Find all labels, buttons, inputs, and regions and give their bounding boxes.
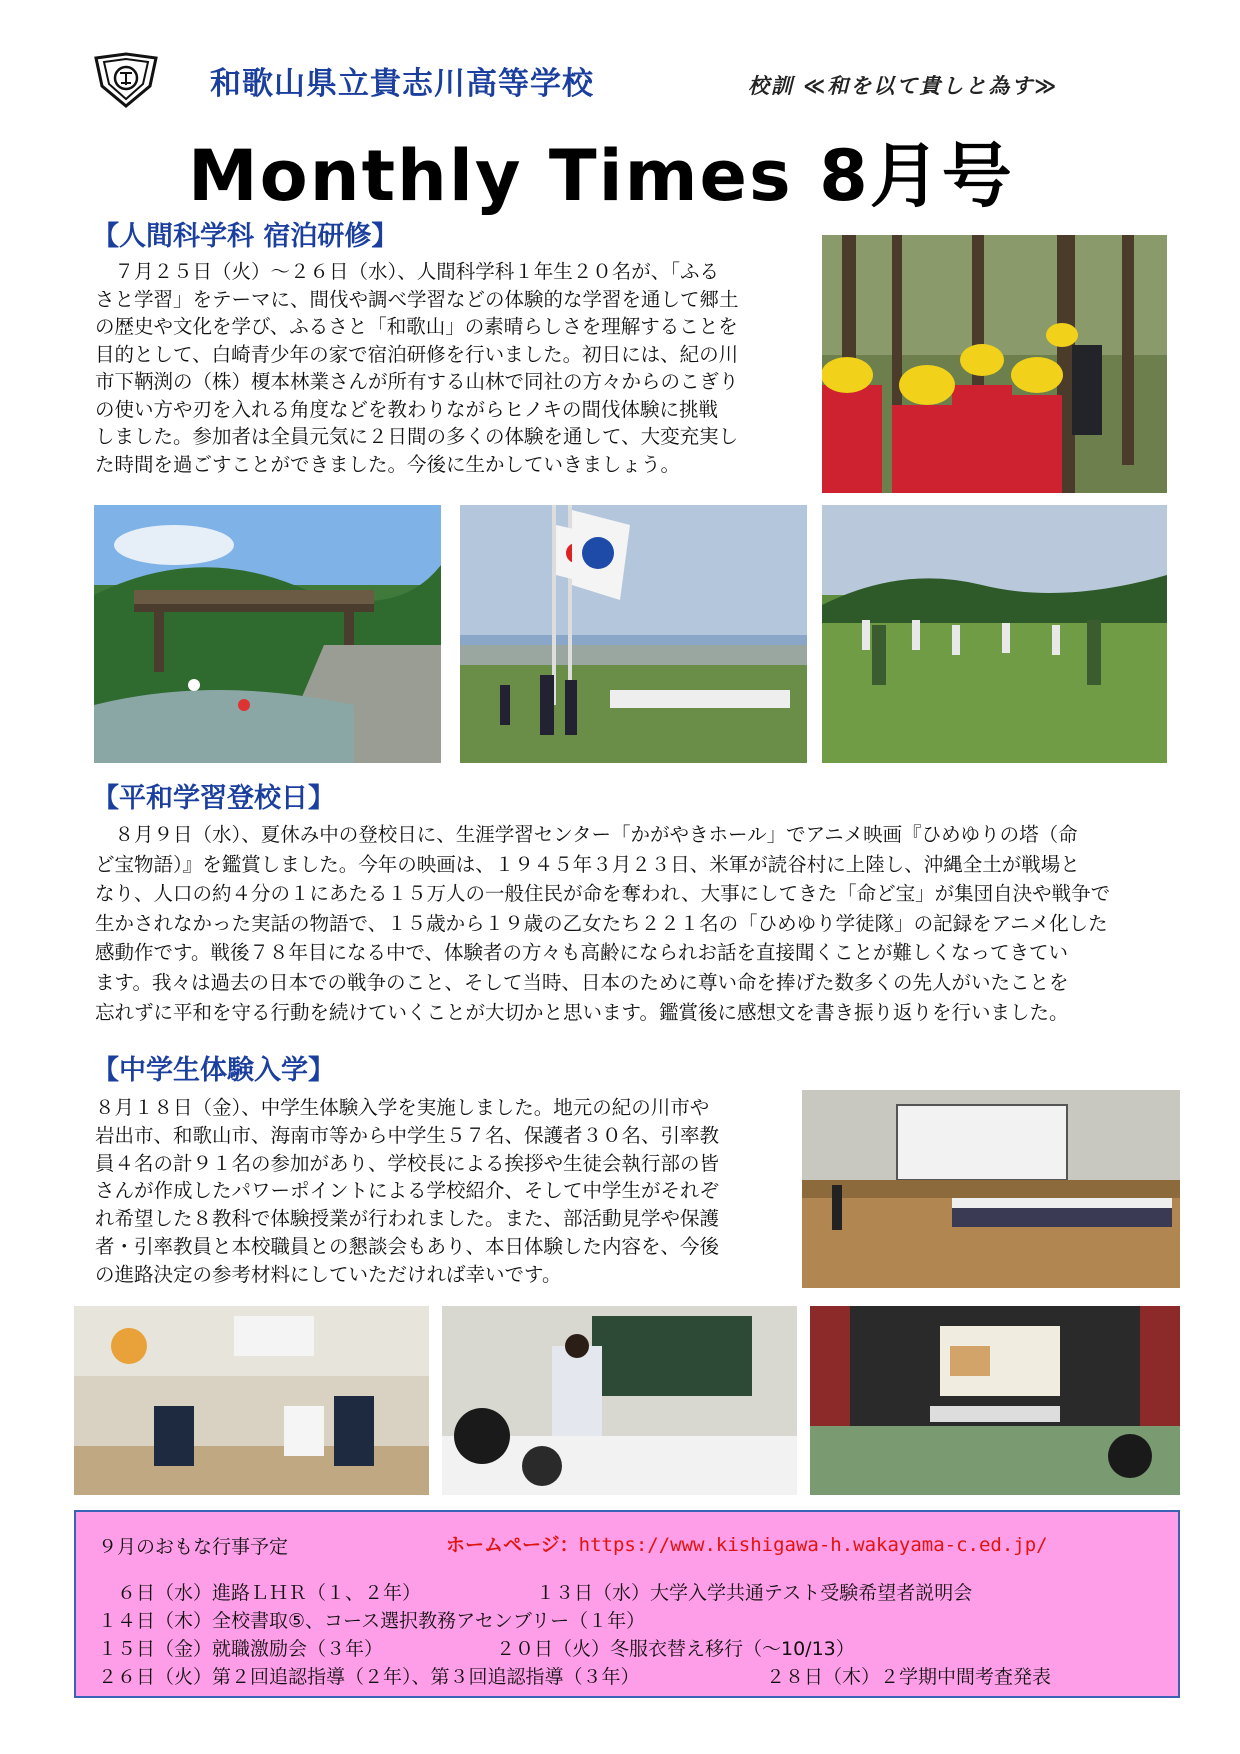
schedule-item: ６日（水）進路ＬＨＲ（１、２年）: [98, 1582, 422, 1604]
schedule-item: １５日（金）就職激励会（３年）: [98, 1638, 384, 1660]
homepage-line: [446, 1530, 1048, 1557]
photo-morning-exercise: [822, 505, 1167, 763]
schedule-item: １４日（木）全校書取⑤、コース選択教務アセンブリー（１年）: [98, 1610, 646, 1632]
schedule-heading: ９月のおもな行事予定: [98, 1536, 289, 1558]
schedule-box: [74, 1510, 1180, 1698]
section-text-peace: [95, 820, 1175, 1027]
photo-river-bridge: [94, 505, 441, 763]
school-emblem-icon: [92, 52, 160, 108]
homepage-link[interactable]: https://www.kishigawa-h.wakayama-c.ed.jp/: [578, 1534, 1048, 1556]
text-line: ます。我々は過去の日本での戦争のこと、そして当時、日本のために尊い命を捧げた数多くの先人がいたことを: [95, 970, 1069, 994]
section-heading-peace: 【平和学習登校日】: [92, 783, 335, 814]
section-heading-training: 【人間科学科 宿泊研修】: [92, 221, 399, 252]
section-heading-open-school: 【中学生体験入学】: [92, 1055, 335, 1086]
text-line: なり、人口の約４分の１にあたる１５万人の一般住民が命を奪われ、大事にしてきた「命ど宝」が集団自決や戦争で: [95, 882, 1111, 906]
text-line: の使い方や刃を入れる角度などを教わりながらヒノキの間伐体験に挑戦: [95, 397, 719, 421]
photo-classroom-art: [74, 1306, 429, 1495]
photo-stage-presentation: [810, 1306, 1180, 1495]
school-name: 和歌山県立貴志川高等学校: [210, 66, 594, 102]
photo-flag-ceremony: [460, 505, 807, 763]
text-line: た時間を過ごすことができました。今後に生かしていきましょう。: [95, 452, 681, 476]
text-line: 者・引率教員と本校職員との懇談会もあり、本日体験した内容を、今後: [95, 1234, 720, 1258]
text-line: 忘れずに平和を守る行動を続けていくことが大切かと思います。鑑賞後に感想文を書き振り返りを行いました。: [95, 1000, 1069, 1024]
text-line: しました。参加者は全員元気に２日間の多くの体験を通して、大変充実し: [95, 425, 739, 448]
schedule-item: ２０日（火）冬服衣替え移行（～10/13）: [496, 1638, 855, 1660]
text-line: 市下鞆渕の（株）榎本林業さんが所有する山林で同社の方々からのこぎり: [95, 370, 739, 393]
text-line: 目的として、白崎青少年の家で宿泊研修を行いました。初日には、紀の川: [95, 342, 739, 366]
schedule-item: ２６日（火）第２回追認指導（２年）、第３回追認指導（３年）: [98, 1666, 640, 1688]
photo-gym-assembly: [802, 1090, 1180, 1288]
page-title: Monthly Times 8月号: [188, 135, 1014, 217]
text-line: ８月１８日（金）、中学生体験入学を実施しました。地元の紀の川市や: [95, 1096, 710, 1119]
text-line: 員４名の計９１名の参加があり、学校長による挨拶や生徒会執行部の皆: [95, 1151, 720, 1175]
homepage-label: ホームページ：: [446, 1534, 579, 1556]
text-line: の進路決定の参考材料にしていただければ幸いです。: [95, 1262, 562, 1286]
section-text-open-school: [95, 1094, 795, 1289]
schedule-item: １３日（水）大学入学共通テスト受験希望者説明会: [536, 1582, 973, 1604]
schedule-item: ２８日（木）２学期中間考査発表: [766, 1666, 1052, 1688]
school-motto: 校訓 ≪和を以て貴しと為す≫: [748, 74, 1059, 98]
photo-forest-thinning: [822, 235, 1167, 493]
text-line: 生かされなかった実話の物語で、１５歳から１９歳の乙女たち２２１名の「ひめゆり学徒隊」の記録をアニメ化した: [95, 911, 1108, 935]
text-line: ７月２５日（火）～２６日（水）、人間科学科１年生２０名が、「ふる: [95, 260, 720, 283]
text-line: ８月９日（水）、夏休み中の登校日に、生涯学習センター「かがやきホール」でアニメ映画『ひめゆりの塔（命: [95, 823, 1078, 846]
photo-classroom-lecture: [442, 1306, 797, 1495]
text-line: の歴史や文化を学び、ふるさと「和歌山」の素晴らしさを理解することを: [95, 315, 738, 338]
text-line: れ希望した８教科で体験授業が行われました。また、部活動見学や保護: [95, 1207, 720, 1231]
section-text-training: [95, 258, 795, 478]
text-line: さんが作成したパワーポイントによる学校紹介、そして中学生がそれぞ: [95, 1179, 720, 1203]
text-line: 感動作です。戦後７８年目になる中で、体験者の方々も高齢になられお話を直接聞くことが難しくなってきてい: [95, 941, 1069, 965]
text-line: さと学習」をテーマに、間伐や調べ学習などの体験的な学習を通して郷土: [95, 287, 739, 311]
text-line: 岩出市、和歌山市、海南市等から中学生５７名、保護者３０名、引率教: [95, 1123, 720, 1147]
text-line: ど宝物語）』を鑑賞しました。今年の映画は、１９４５年３月２３日、米軍が読谷村に上陸し、沖縄全土が戦場と: [95, 852, 1080, 876]
